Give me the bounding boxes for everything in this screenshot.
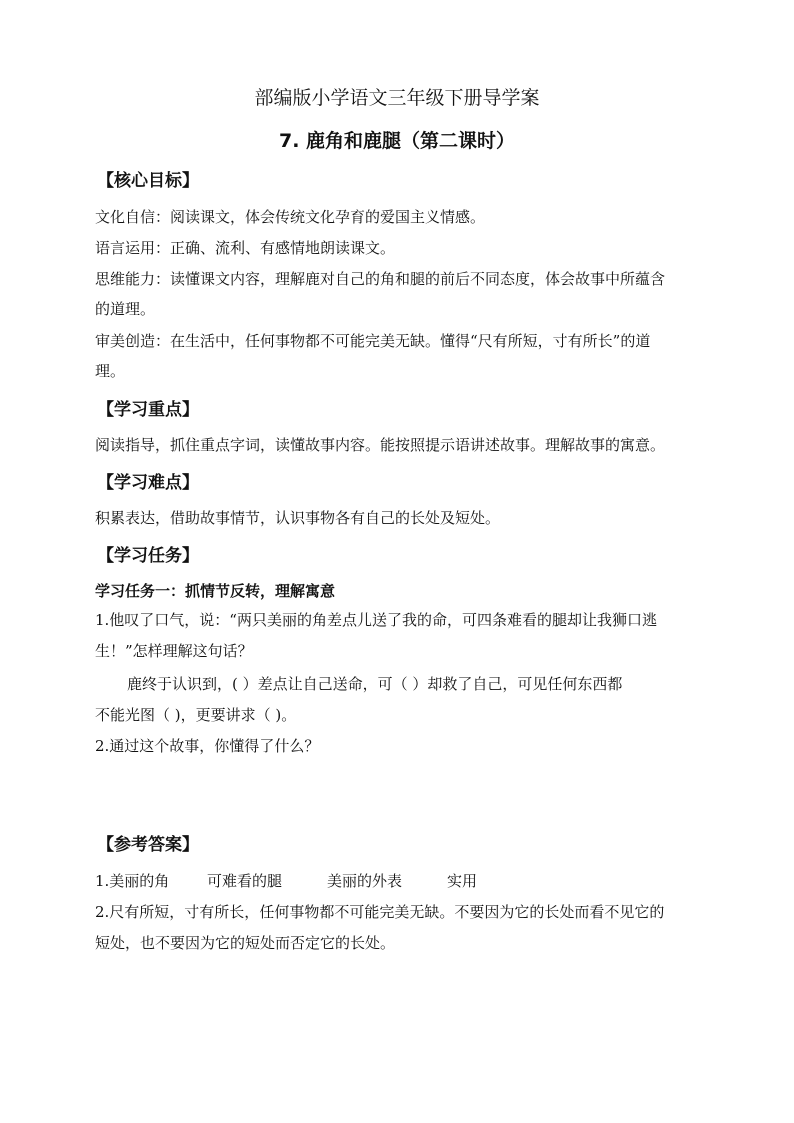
answer1-part2: 可难看的腿 [207,872,283,890]
question1-fill-blank-line1: 鹿终于认识到，( ）差点让自己送命，可（ ）却救了自己，可见任何东西都 [127,675,623,693]
tasks-heading: 【学习任务】 [97,546,199,566]
lesson-title: 7. 鹿角和鹿腿（第二课时） [278,130,516,152]
question1-line2: 生！”怎样理解这句话？ [95,642,253,660]
difficulties-text: 积累表达，借助故事情节，认识事物各有自己的长处及短处。 [95,509,501,527]
key-points-text: 阅读指导，抓住重点字词，读懂故事内容。能按照提示语讲述故事。理解故事的寓意。 [95,436,666,454]
question1-fill-blank-line2: 不能光图（ )，更要讲求（ )。 [95,706,297,724]
key-points-heading: 【学习重点】 [97,400,199,420]
core-goal-aesthetic-line2: 理。 [95,362,126,380]
answer1-part3: 美丽的外表 [327,872,403,890]
question2: 2.通过这个故事，你懂得了什么？ [95,737,320,755]
core-goals-heading: 【核心目标】 [97,171,199,191]
core-goal-thinking-line2: 的道理。 [95,300,156,318]
core-goal-thinking-line1: 思维能力：读懂课文内容，理解鹿对自己的角和腿的前后不同态度，体会故事中所蕴含 [95,270,666,288]
answer1-part4: 实用 [447,872,478,890]
core-goal-culture: 文化自信：阅读课文，体会传统文化孕育的爱国主义情感。 [95,208,486,226]
answer2-line1: 2.尺有所短，寸有所长，任何事物都不可能完美无缺。不要因为它的长处而看不见它的 [95,903,665,921]
answer1-part1: 1.美丽的角 [95,872,170,890]
answers-heading: 【参考答案】 [97,835,199,855]
core-goal-language: 语言运用：正确、流利、有感情地朗读课文。 [95,239,396,257]
answer2-line2: 短处，也不要因为它的短处而否定它的长处。 [95,934,396,952]
document-title: 部编版小学语文三年级下册导学案 [254,87,540,109]
difficulties-heading: 【学习难点】 [97,473,199,493]
question1-line1: 1.他叹了口气，说：“两只美丽的角差点儿送了我的命，可四条难看的腿却让我狮口逃 [95,611,657,629]
task1-title: 学习任务一：抓情节反转，理解寓意 [95,582,336,600]
core-goal-aesthetic-line1: 审美创造：在生活中，任何事物都不可能完美无缺。懂得“尺有所短，寸有所长”的道 [95,332,651,350]
